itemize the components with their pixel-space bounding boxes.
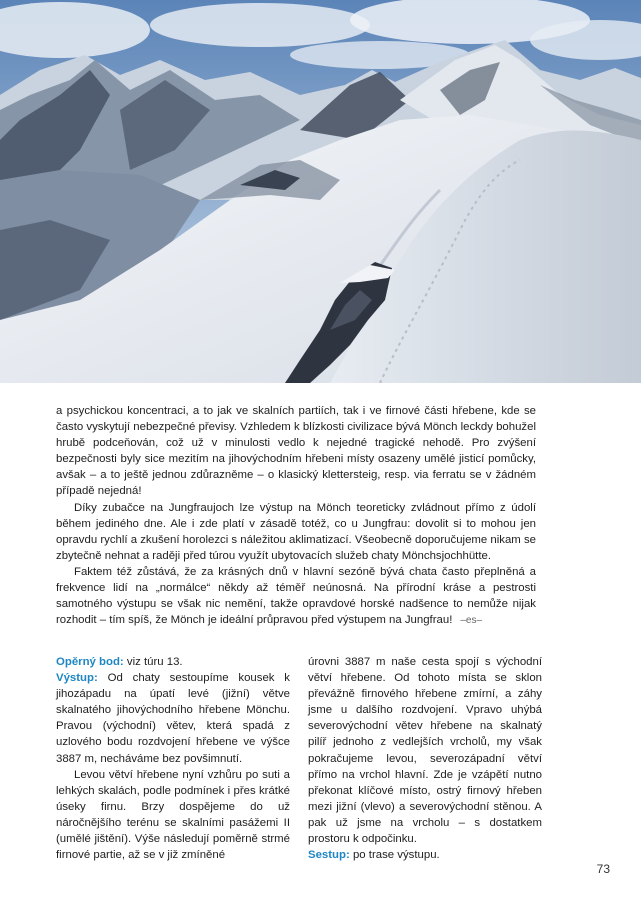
descent-text: po trase výstupu. [349,849,440,862]
author-signature: –es– [460,615,483,627]
right-column [308,654,542,863]
route-description [56,654,542,863]
paragraph-2: Díky zubačce na Jungfraujoch lze výstup na Mönch teoreticky zvládnout přímo z údolí během jediného dne. Ale i zde platí v zásadě totéž, co u Jungfrau: dovolit si to mohou jen opravdu rychlí a zkušení horolezci s náležitou aklimatizací. Všeobecně doporučujeme nikam se zbytečně nehnat a raději před túrou využít ubytovacích služeb chaty Mönchsjochhütte. [56,501,536,562]
ascent-label: Výstup: [56,672,98,685]
ascent-paragraph-2: Levou větví hřebene nyní vzhůru po suti a lehkých skalách, podle podmínek i přes krátké úseky firnu. Brzy dospějeme do už náročnějšího terénu se skalními pasážemi II (umělé jištění). Výše následují poměrně strmé firnové partie, až se v již zmíněné [56,768,290,862]
base-text: viz túru 13. [123,656,183,668]
mountain-ridge-photo [0,0,641,383]
page-number: 73 [596,862,610,876]
base-line [56,654,290,670]
paragraph-3-text: Faktem též zůstává, že za krásných dnů v hlavní sezóně bývá chata často přeplněná a frekvence lidí na „normálce“ někdy až téměř neúnosná. Na přírodní kráse a pestrosti samotného výstupu se však nic nemění, takže opravdové horské nadšence to nemůže nijak rozhodit – tím spíš, že Mönch je ideální průpravou před výstupem na Jungfrau! [56,565,536,627]
descent-line [308,847,542,863]
ascent-text: Od chaty sestoupíme kousek k jihozápadu na úpatí levé (jižní) větve skalnatého jihovýchodního hřebene Mönchu. Pravou (východní) větev, která spadá z uzlového bodu rozdvojení hřebene ve výšce 3887 m, necháváme bez povšimnutí. [56,672,290,765]
base-label: Opěrný bod: [56,656,124,668]
ascent-continued: úrovni 3887 m naše cesta spojí s východní větví hřebene. Od tohoto místa se sklon převážně firnového hřebene zmírní, a záhy jsme u dalšího rozdvojení. Vpravo uhýbá severovýchodní větev hřebene na skalnatý pilíř jednoho z vedlejších vrcholů, my však pokračujeme levou, severozápadní větví přímo na vrchol hlavní. Zde je vzápětí nutno překonat klíčové místo, ostrý firnový hřeben mezi jižní (vlevo) a severovýchodní stěnou. A pak už jsme na vrcholu – s dostatkem prostoru k odpočinku. [308,656,542,846]
descent-label: Sestup: [308,849,350,862]
left-column [56,654,290,863]
intro-text [56,403,536,629]
ascent-paragraph [56,670,290,767]
paragraph-3 [56,564,536,629]
paragraph-1: a psychickou koncentraci, a to jak ve skalních partiích, tak i ve firnové části hřebene, kde se často vyskytují nebezpečné převisy. Vzhledem k blízkosti civilizace bývá Mönch leckdy bohužel hrubě podceňován, což už v minulosti vedlo k nejedné tragické nehodě. Pro zvýšení bezpečnosti byly sice mezitím na jihovýchodním hřebeni místy osazeny umělé jisticí pomůcky, avšak – a to ještě jednou zdůrazněme – o klasický klettersteig, resp. via ferratu se v žádném případě nejedná! [56,405,536,498]
